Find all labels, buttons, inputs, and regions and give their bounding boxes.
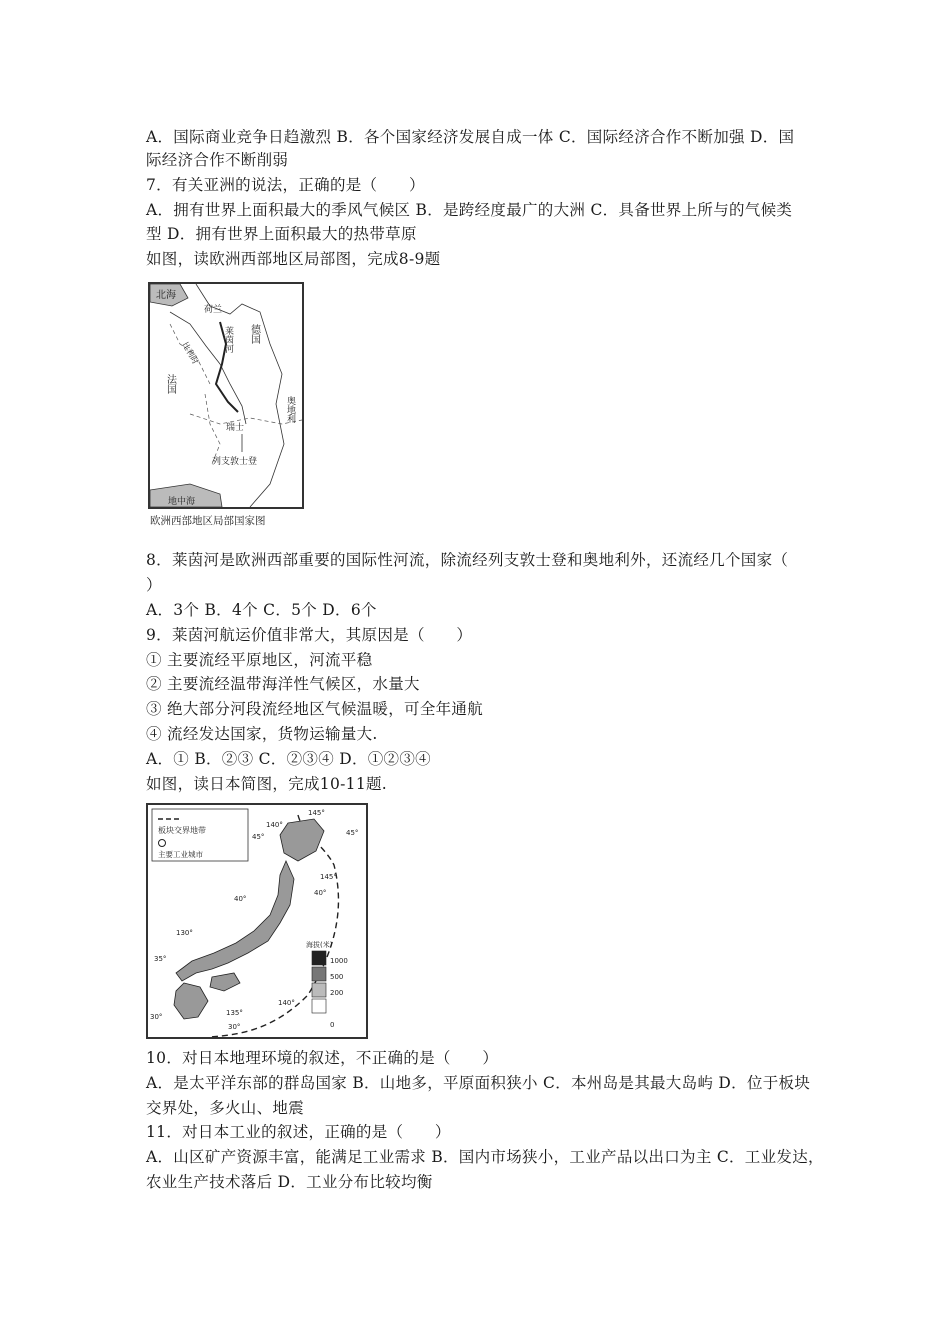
q9-item-2: ② 主要流经温带海洋性气候区，水量大 — [146, 675, 420, 693]
label-north-sea: 北海 — [156, 290, 176, 301]
elevation-level-3: 200 — [330, 989, 344, 997]
degree-label-6: 40° — [314, 889, 327, 897]
degree-label-1: 145° — [308, 809, 325, 817]
degree-label-8: 130° — [176, 929, 193, 937]
degree-label-5: 40° — [234, 895, 247, 903]
degree-label-4: 45° — [346, 829, 359, 837]
label-switzerland: 瑞士 — [226, 423, 245, 433]
text-line-1: A．国际商业竞争日趋激烈 B．各个国家经济发展自成一体 C．国际经济合作不断加强 D．国 — [146, 128, 795, 146]
text-line-2: 际经济合作不断削弱 — [146, 151, 289, 169]
label-liechtenstein: 列支敦士登 — [212, 457, 258, 467]
question-7: 7．有关亚洲的说法，正确的是（ ） — [146, 176, 425, 194]
europe-map-drawing — [150, 284, 302, 507]
europe-map-caption: 欧洲西部地区局部国家图 — [150, 515, 266, 527]
text-line-6: 如图，读欧洲西部地区局部图，完成8-9题 — [146, 250, 441, 268]
question-11: 11．对日本工业的叙述，正确的是（ ） — [146, 1123, 451, 1141]
q8-options: A．3个 B．4个 C．5个 D．6个 — [146, 601, 377, 619]
degree-label-2: 140° — [266, 821, 283, 829]
label-germany: 德国 — [248, 324, 260, 344]
elevation-title: 海拔(米) — [306, 941, 333, 949]
elevation-level-1: 1000 — [330, 957, 348, 965]
legend-boundary-label: 板块交界地带 — [158, 826, 206, 835]
degree-label-10: 135° — [226, 1009, 243, 1017]
q9-item-1: ① 主要流经平原地区，河流平稳 — [146, 651, 373, 669]
q9-item-4: ④ 流经发达国家，货物运输量大. — [146, 725, 378, 743]
label-netherlands: 荷兰 — [204, 305, 223, 315]
question-10: 10．对日本地理环境的叙述，不正确的是（ ） — [146, 1049, 499, 1067]
japan-map — [146, 803, 368, 1039]
text-line-8: ） — [146, 576, 162, 594]
question-9: 9．莱茵河航运价值非常大，其原因是（ ） — [146, 626, 473, 644]
label-belgium: 比利时 — [180, 340, 201, 366]
elevation-level-2: 500 — [330, 973, 344, 981]
japan-map-drawing — [148, 805, 366, 1037]
degree-label-12: 30° — [228, 1023, 241, 1031]
q10-options-1: A．是太平洋东部的群岛国家 B．山地多，平原面积狭小 C．本州岛是其最大岛屿 D．位于板块 — [146, 1074, 811, 1092]
elevation-level-4: 0 — [330, 1021, 335, 1029]
q9-item-3: ③ 绝大部分河段流经地区气候温暖，可全年通航 — [146, 700, 484, 718]
q11-options-1: A．山区矿产资源丰富，能满足工业需求 B．国内市场狭小，工业产品以出口为主 C．工业发达， — [146, 1148, 824, 1166]
europe-map — [148, 282, 304, 509]
degree-label-11: 30° — [150, 1013, 163, 1021]
label-france: 法国 — [164, 374, 176, 394]
label-rhine: 莱茵河 — [223, 326, 233, 353]
question-8: 8．莱茵河是欧洲西部重要的国际性河流，除流经列支敦士登和奥地利外，还流经几个国家（ — [146, 551, 789, 569]
degree-label-13: 140° — [278, 999, 295, 1007]
text-line-16: 如图，读日本简图，完成10-11题. — [146, 775, 388, 793]
degree-label-9: 35° — [154, 955, 167, 963]
text-line-4: A．拥有世界上面积最大的季风气候区 B．是跨经度最广的大洲 C．具备世界上所与的气候类 — [146, 201, 793, 219]
label-austria: 奥地利 — [285, 396, 295, 423]
text-line-5: 型 D．拥有世界上面积最大的热带草原 — [146, 225, 417, 243]
degree-label-3: 45° — [252, 833, 265, 841]
legend-city-label: 主要工业城市 — [158, 850, 203, 859]
q10-options-2: 交界处，多火山、地震 — [146, 1099, 305, 1117]
degree-label-7: 145° — [320, 873, 337, 881]
q11-options-2: 农业生产技术落后 D．工业分布比较均衡 — [146, 1173, 433, 1191]
q9-options: A．① B．②③ C．②③④ D．①②③④ — [146, 750, 431, 768]
label-mediterranean: 地中海 — [168, 497, 196, 507]
